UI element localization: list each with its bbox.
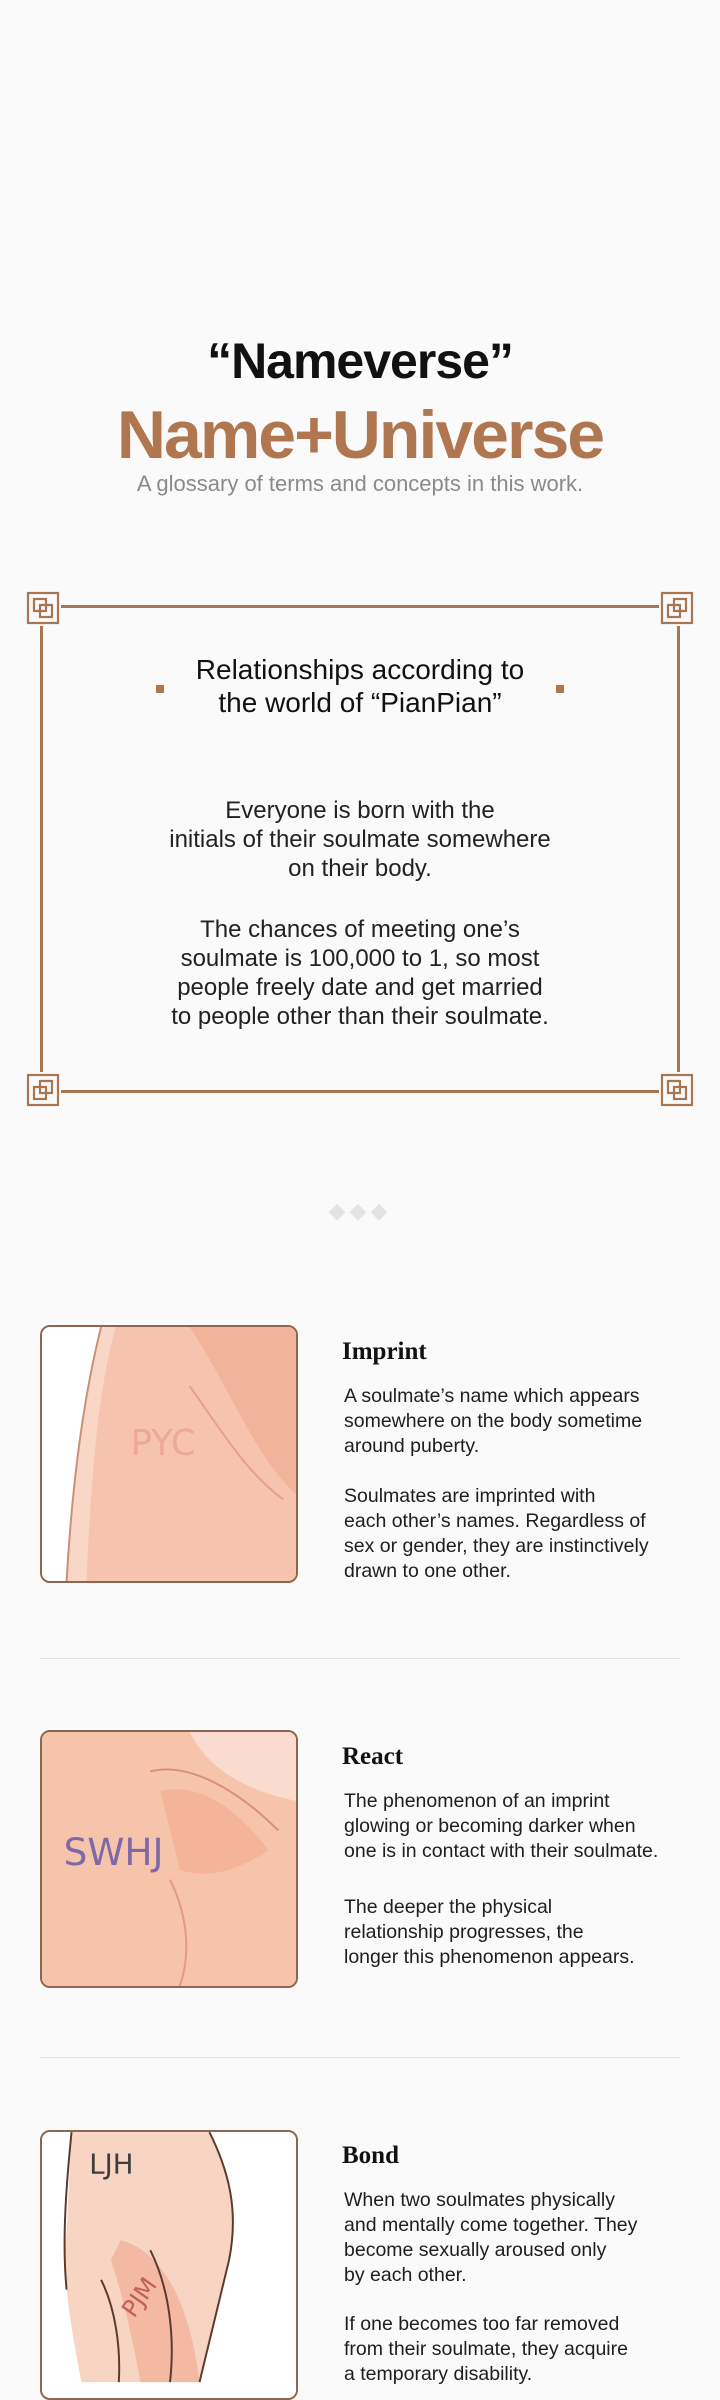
react-illustration	[40, 1730, 298, 1988]
heading-bullet-right	[556, 685, 564, 693]
section-divider	[40, 2057, 680, 2058]
section-divider	[40, 1658, 680, 1659]
corner-ornament-icon	[659, 590, 695, 626]
page-subtitle: A glossary of terms and concepts in this work.	[136, 471, 584, 496]
corner-ornament-icon	[25, 1072, 61, 1108]
bond-illustration	[40, 2130, 298, 2400]
react-description-1: The phenomenon of an imprint glowing or becoming darker when one is in contact with their soulmate.	[344, 1790, 659, 1862]
imprint-initials: PYC	[130, 1422, 196, 1464]
imprint-description-1: A soulmate’s name which appears somewhere on the body sometime around puberty.	[344, 1385, 643, 1457]
bond-initials-1: LJH	[89, 2148, 134, 2181]
react-description-2: The deeper the physical relationship progresses, the longer this phenomenon appears.	[344, 1896, 635, 1968]
intro-heading-line: the world of “PianPian”	[218, 687, 502, 718]
imprint-description-2: Soulmates are imprinted with each other’s names. Regardless of sex or gender, they are instinctively drawn to one other.	[344, 1485, 649, 1582]
chest-imprint-image	[42, 1732, 296, 1986]
intro-frame	[40, 605, 680, 1093]
intro-paragraph-1: Everyone is born with the initials of their soulmate somewhere on their body.	[169, 797, 551, 882]
heading-bullet-left	[156, 685, 164, 693]
arm-imprint-image	[42, 1327, 296, 1581]
bond-description-1: When two soulmates physically and mentally come together. They become sexually aroused only by each other.	[344, 2189, 638, 2286]
intro-heading	[43, 653, 677, 719]
page-title: Name+Universe	[116, 397, 604, 473]
hands-imprint-image	[42, 2132, 296, 2398]
section-separator: ◆◆◆	[328, 1198, 392, 1223]
intro-heading-line: Relationships according to	[195, 654, 525, 685]
intro-paragraph-2: The chances of meeting one’s soulmate is 100,000 to 1, so most people freely date and get married to people other than their soulmate.	[171, 916, 549, 1030]
bond-initials-2: PJM	[115, 2272, 163, 2323]
title-quote: “Nameverse”	[207, 333, 513, 389]
corner-ornament-icon	[659, 1072, 695, 1108]
imprint-illustration	[40, 1325, 298, 1583]
term-bond: Bond	[342, 2142, 399, 2169]
react-initials: SWHJ	[63, 1829, 164, 1874]
bond-description-2: If one becomes too far removed from their soulmate, they acquire a temporary disability.	[344, 2313, 628, 2385]
term-react: React	[342, 1743, 404, 1770]
term-imprint: Imprint	[342, 1338, 427, 1365]
corner-ornament-icon	[25, 590, 61, 626]
